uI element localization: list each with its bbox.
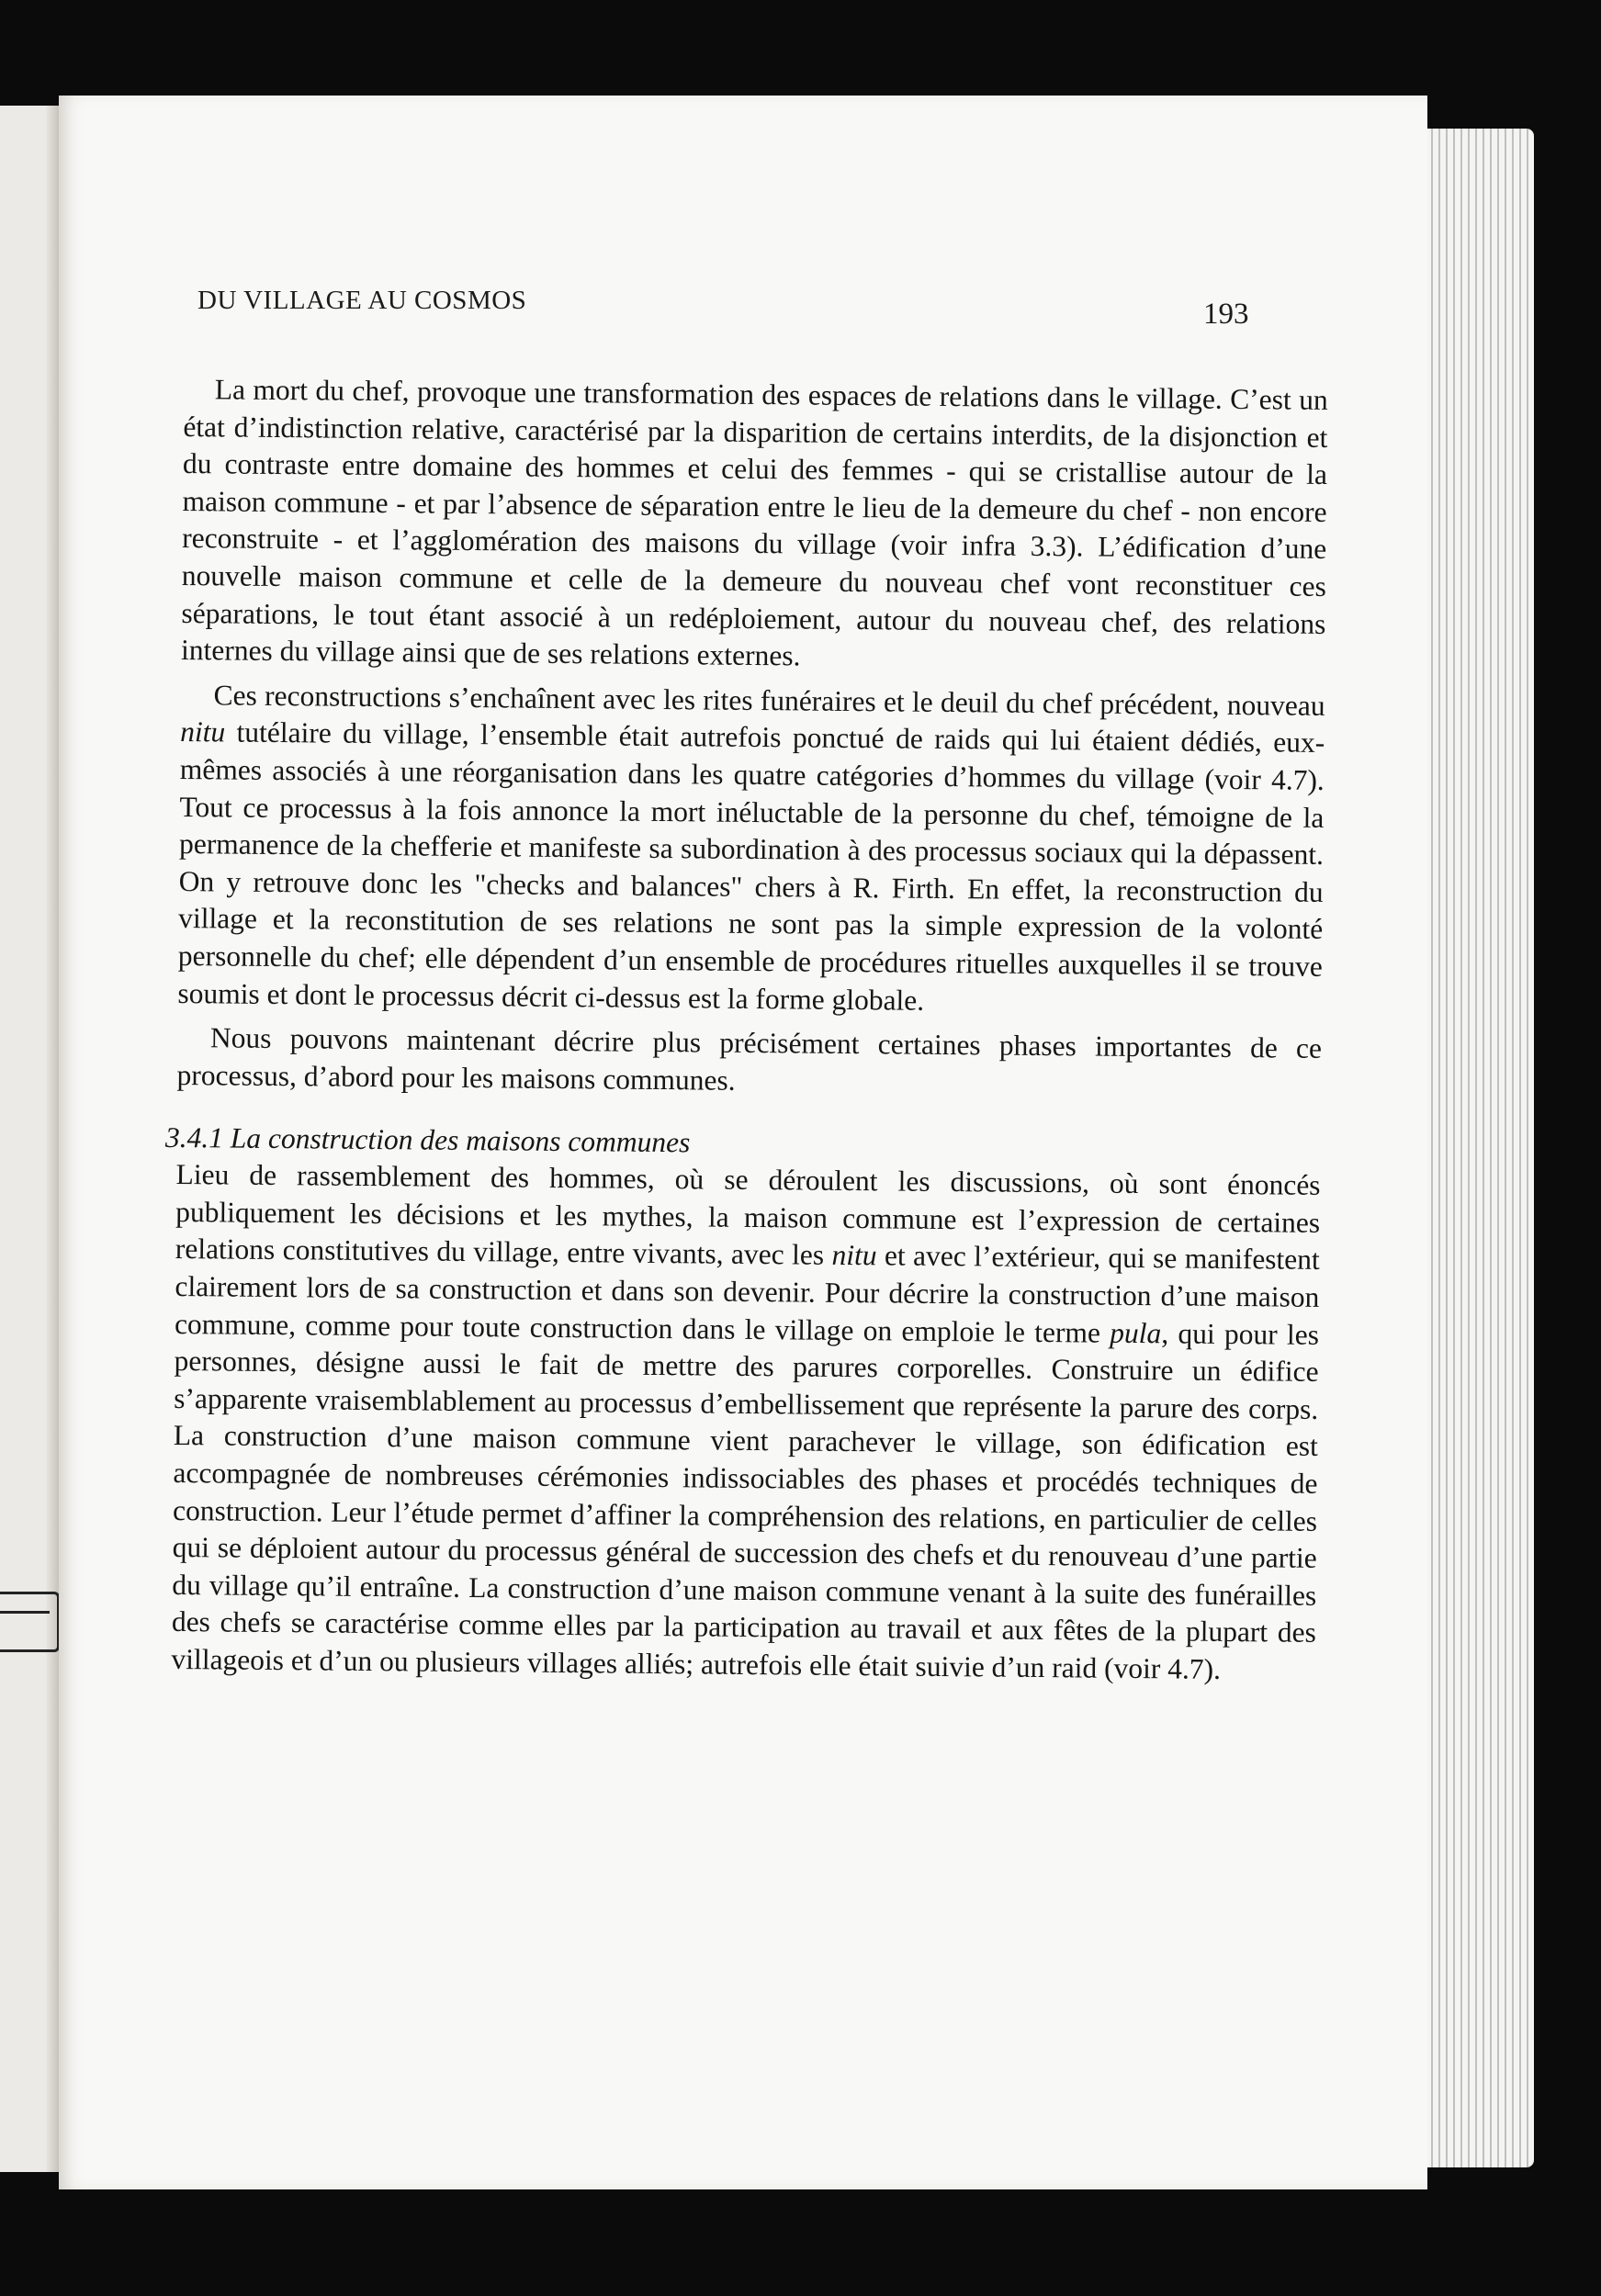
section-text-c: , qui pour les personnes, désigne aussi le fait de mettre des parures corporelles. Construire un édifice s’apparente vraisemblablement au processus d’embellissement que représente la parure des corps. La construction d’une maison commune vient parachever le village, son édification est accompagnée de nombreuses cérémonies indissociables des phases et procédés techniques de construction. Leur l’étude permet d’affiner la compréhension des relations, en particulier de celles qui se déploient autour du processus général de succession des chefs et du renouveau d’une partie du village qu’il entraîne. La construction d’une maison commune venant à la suite des funérailles des chefs se caractérise comme elles par la participation au travail et aux fêtes de la plupart des villageois et d’un ou plusieurs villages alliés; autrefois elle était suivie d’un raid (voir 4.7). bbox=[171, 1316, 1320, 1685]
facing-page-edge bbox=[0, 106, 64, 2172]
body-text bbox=[164, 371, 1328, 1689]
paragraph-1-text: La mort du chef, provoque une transformation des espaces de relations dans le village. C’est un état d’indistinction relative, caractérisé par la disparition de certains interdits, de la disjonction et du contraste entre domaine des hommes et celui des femmes - qui se cristallise autour de la maison commune - et par l’absence de séparation entre le lieu de la demeure du chef - non encore reconstruite - et l’agglomération des maisons du village (voir infra 3.3). L’édification d’une nouvelle maison commune et celle de la demeure du nouveau chef vont reconstituer ces séparations, le tout étant associé à un redéploiement, autour du nouveau chef, des relations internes du village ainsi que de ses relations externes. bbox=[180, 373, 1328, 672]
section-text-a: Lieu de rassemblement des hommes, où se déroulent les discussions, où sont énoncés publiquement les décisions et les mythes, la maison commune est l’expression de certaines relations constitutives du village, entre vivants, avec les bbox=[175, 1158, 1321, 1272]
term-nitu: nitu bbox=[180, 715, 226, 748]
facing-page-drawing-fragment bbox=[0, 1592, 60, 1652]
page-number: 193 bbox=[1203, 298, 1249, 331]
section-text-b: et avec l’extérieur, qui se manifestent clairement lors de sa construction et dans son devenir. Pour décrire la construction d’une maison commune, comme pour toute construction dans le village on emploie le terme bbox=[174, 1239, 1320, 1349]
paragraph-2-text-b: tutélaire du village, l’ensemble était autrefois ponctué de raids qui lui étaient dédiés, eux-mêmes associés à une réorganisation dans les quatre catégories d’hommes du village (voir 4.7). Tout ce processus à la fois annonce la mort inéluctable de la personne du chef, témoigne de la permanence de la chefferie et manifeste sa subordination à des processus sociaux qui la dépassent. On y retrouve donc les "checks and balances" chers à R. Firth. En effet, la reconstruction du village et la reconstitution de ses relations ne sont pas la simple expression de la volonté personnelle du chef; elle dépendent d’un ensemble de procédures rituelles auxquelles il se trouve soumis et dont le processus décrit ci-dessus est la forme globale. bbox=[177, 715, 1325, 1017]
running-header: DU VILLAGE AU COSMOS bbox=[197, 286, 527, 315]
section-heading: 3.4.1 La construction des maisons communes bbox=[164, 1121, 691, 1159]
paragraph-3 bbox=[176, 1019, 1322, 1105]
section-paragraph bbox=[171, 1156, 1320, 1689]
paragraph-1 bbox=[181, 371, 1328, 681]
paragraph-3-text: Nous pouvons maintenant décrire plus précisément certaines phases importantes de ce processus, d’abord pour les maisons communes. bbox=[176, 1021, 1323, 1097]
term-pula: pula bbox=[1110, 1316, 1162, 1349]
paragraph-2 bbox=[177, 677, 1325, 1023]
term-nitu-2: nitu bbox=[831, 1239, 877, 1272]
book-page bbox=[59, 96, 1427, 2189]
paragraph-2-text-a: Ces reconstructions s’enchaînent avec les rites funéraires et le deuil du chef précédent, nouveau bbox=[213, 679, 1325, 722]
